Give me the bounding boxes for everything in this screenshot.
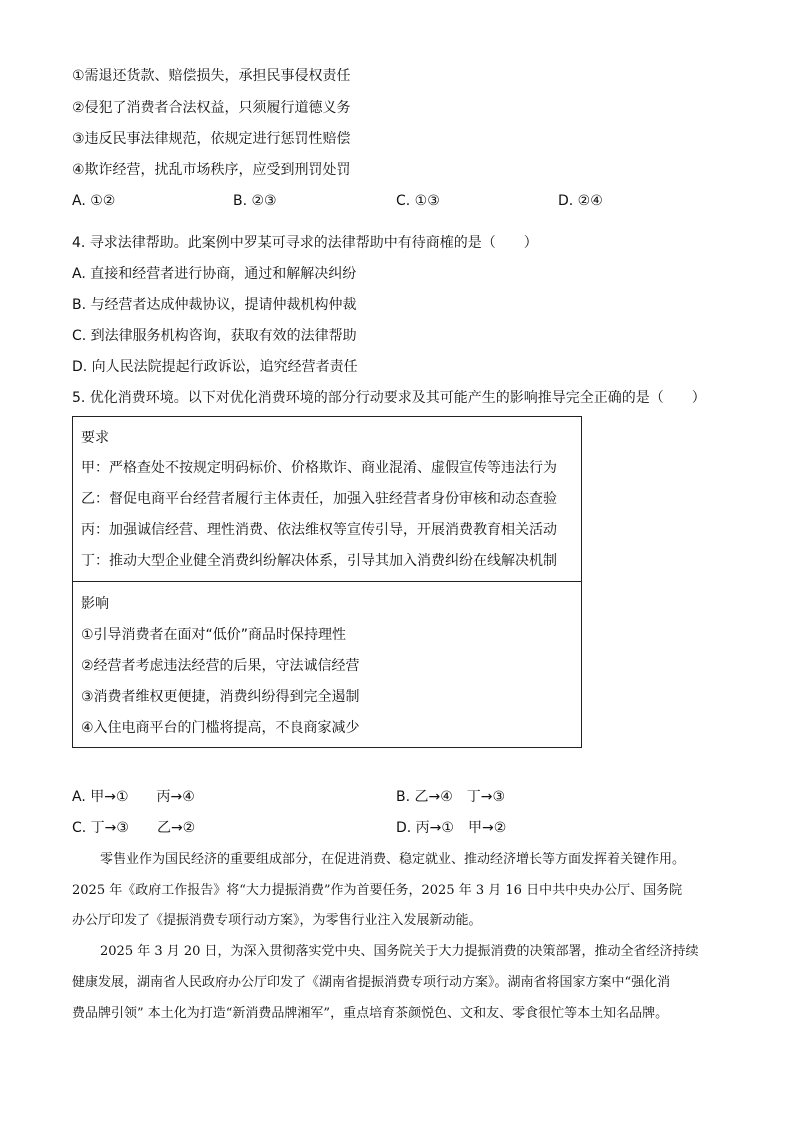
material-p1-line3: 办公厅印发了《提振消费专项行动方案》，为零售行业注入发展新动能。 (72, 913, 482, 928)
requirements-table (72, 416, 582, 582)
effects-header: 影响 (81, 596, 109, 612)
material-p2-line1: 2025 年 3 月 20 日，为深入贯彻落实党中央、国务院关于大力提振消费的决策部署，推动全省经济持续 (100, 944, 699, 959)
q4-option-b: B. 与经营者达成仲裁协议，提请仲裁机构仲裁 (72, 297, 357, 313)
material-p1-line2: 2025 年《政府工作报告》将“大力提振消费”作为首要任务，2025 年 3 月 16 日中共中央办公厅、国务院 (72, 883, 683, 898)
q5-stem: 5. 优化消费环境。以下对优化消费环境的部分行动要求及其可能产生的影响推导完全正确的是（ ） (72, 390, 706, 406)
effect-3: ③消费者维权更便捷，消费纠纷得到完全遏制 (81, 689, 360, 705)
requirement-jia: 甲：严格查处不按规定明码标价、价格欺诈、商业混淆、虚假宣传等违法行为 (81, 460, 557, 476)
effects-table (72, 581, 582, 748)
effect-1: ①引导消费者在面对“低价”商品时保持理性 (81, 627, 347, 643)
q5-option-a: A. 甲→① 丙→④ (72, 789, 195, 805)
q3-option-d: D. ②④ (558, 193, 603, 209)
requirements-header: 要求 (81, 430, 109, 446)
material-p2-line2: 健康发展，湖南省人民政府办公厅印发了《湖南省提振消费专项行动方案》。湖南省将国家方案中“强化消 (72, 975, 671, 990)
effect-2: ②经营者考虑违法经营的后果，守法诚信经营 (81, 658, 360, 674)
material-p2-line3: 费品牌引领” 本土化为打造“新消费品牌湘军”，重点培育茶颜悦色、文和友、零食很忙等本土知名品牌。 (72, 1006, 669, 1021)
q5-option-c: C. 丁→③ 乙→② (72, 820, 196, 836)
q3-option-c: C. ①③ (396, 193, 440, 209)
effect-4: ④入住电商平台的门槛将提高，不良商家减少 (81, 720, 360, 736)
q3-option-b: B. ②③ (233, 193, 277, 209)
q4-option-a: A. 直接和经营者进行协商，通过和解解决纠纷 (72, 266, 357, 282)
q3-item-4: ④欺诈经营，扰乱市场秩序，应受到刑罚处罚 (72, 162, 351, 178)
q3-item-2: ②侵犯了消费者合法权益，只须履行道德义务 (72, 100, 351, 116)
q3-item-1: ①需退还货款、赔偿损失，承担民事侵权责任 (72, 68, 351, 84)
requirement-bing: 丙：加强诚信经营、理性消费、依法维权等宣传引导，开展消费教育相关活动 (81, 522, 557, 538)
requirement-yi: 乙：督促电商平台经营者履行主体责任，加强入驻经营者身份审核和动态查验 (81, 491, 557, 507)
material-p1-line1: 零售业作为国民经济的重要组成部分，在促进消费、稳定就业、推动经济增长等方面发挥着关键作用。 (100, 852, 686, 867)
requirement-ding: 丁：推动大型企业健全消费纠纷解决体系，引导其加入消费纠纷在线解决机制 (81, 553, 557, 569)
q5-option-d: D. 丙→① 甲→② (396, 820, 507, 836)
q4-stem: 4. 寻求法律帮助。此案例中罗某可寻求的法律帮助中有待商榷的是（ ） (72, 235, 538, 251)
q5-option-b: B. 乙→④ 丁→③ (396, 789, 506, 805)
q4-option-c: C. 到法律服务机构咨询，获取有效的法律帮助 (72, 328, 357, 344)
q3-option-a: A. ①② (72, 193, 116, 209)
q3-item-3: ③违反民事法律规范，依规定进行惩罚性赔偿 (72, 131, 351, 147)
q4-option-d: D. 向人民法院提起行政诉讼，追究经营者责任 (72, 359, 358, 375)
